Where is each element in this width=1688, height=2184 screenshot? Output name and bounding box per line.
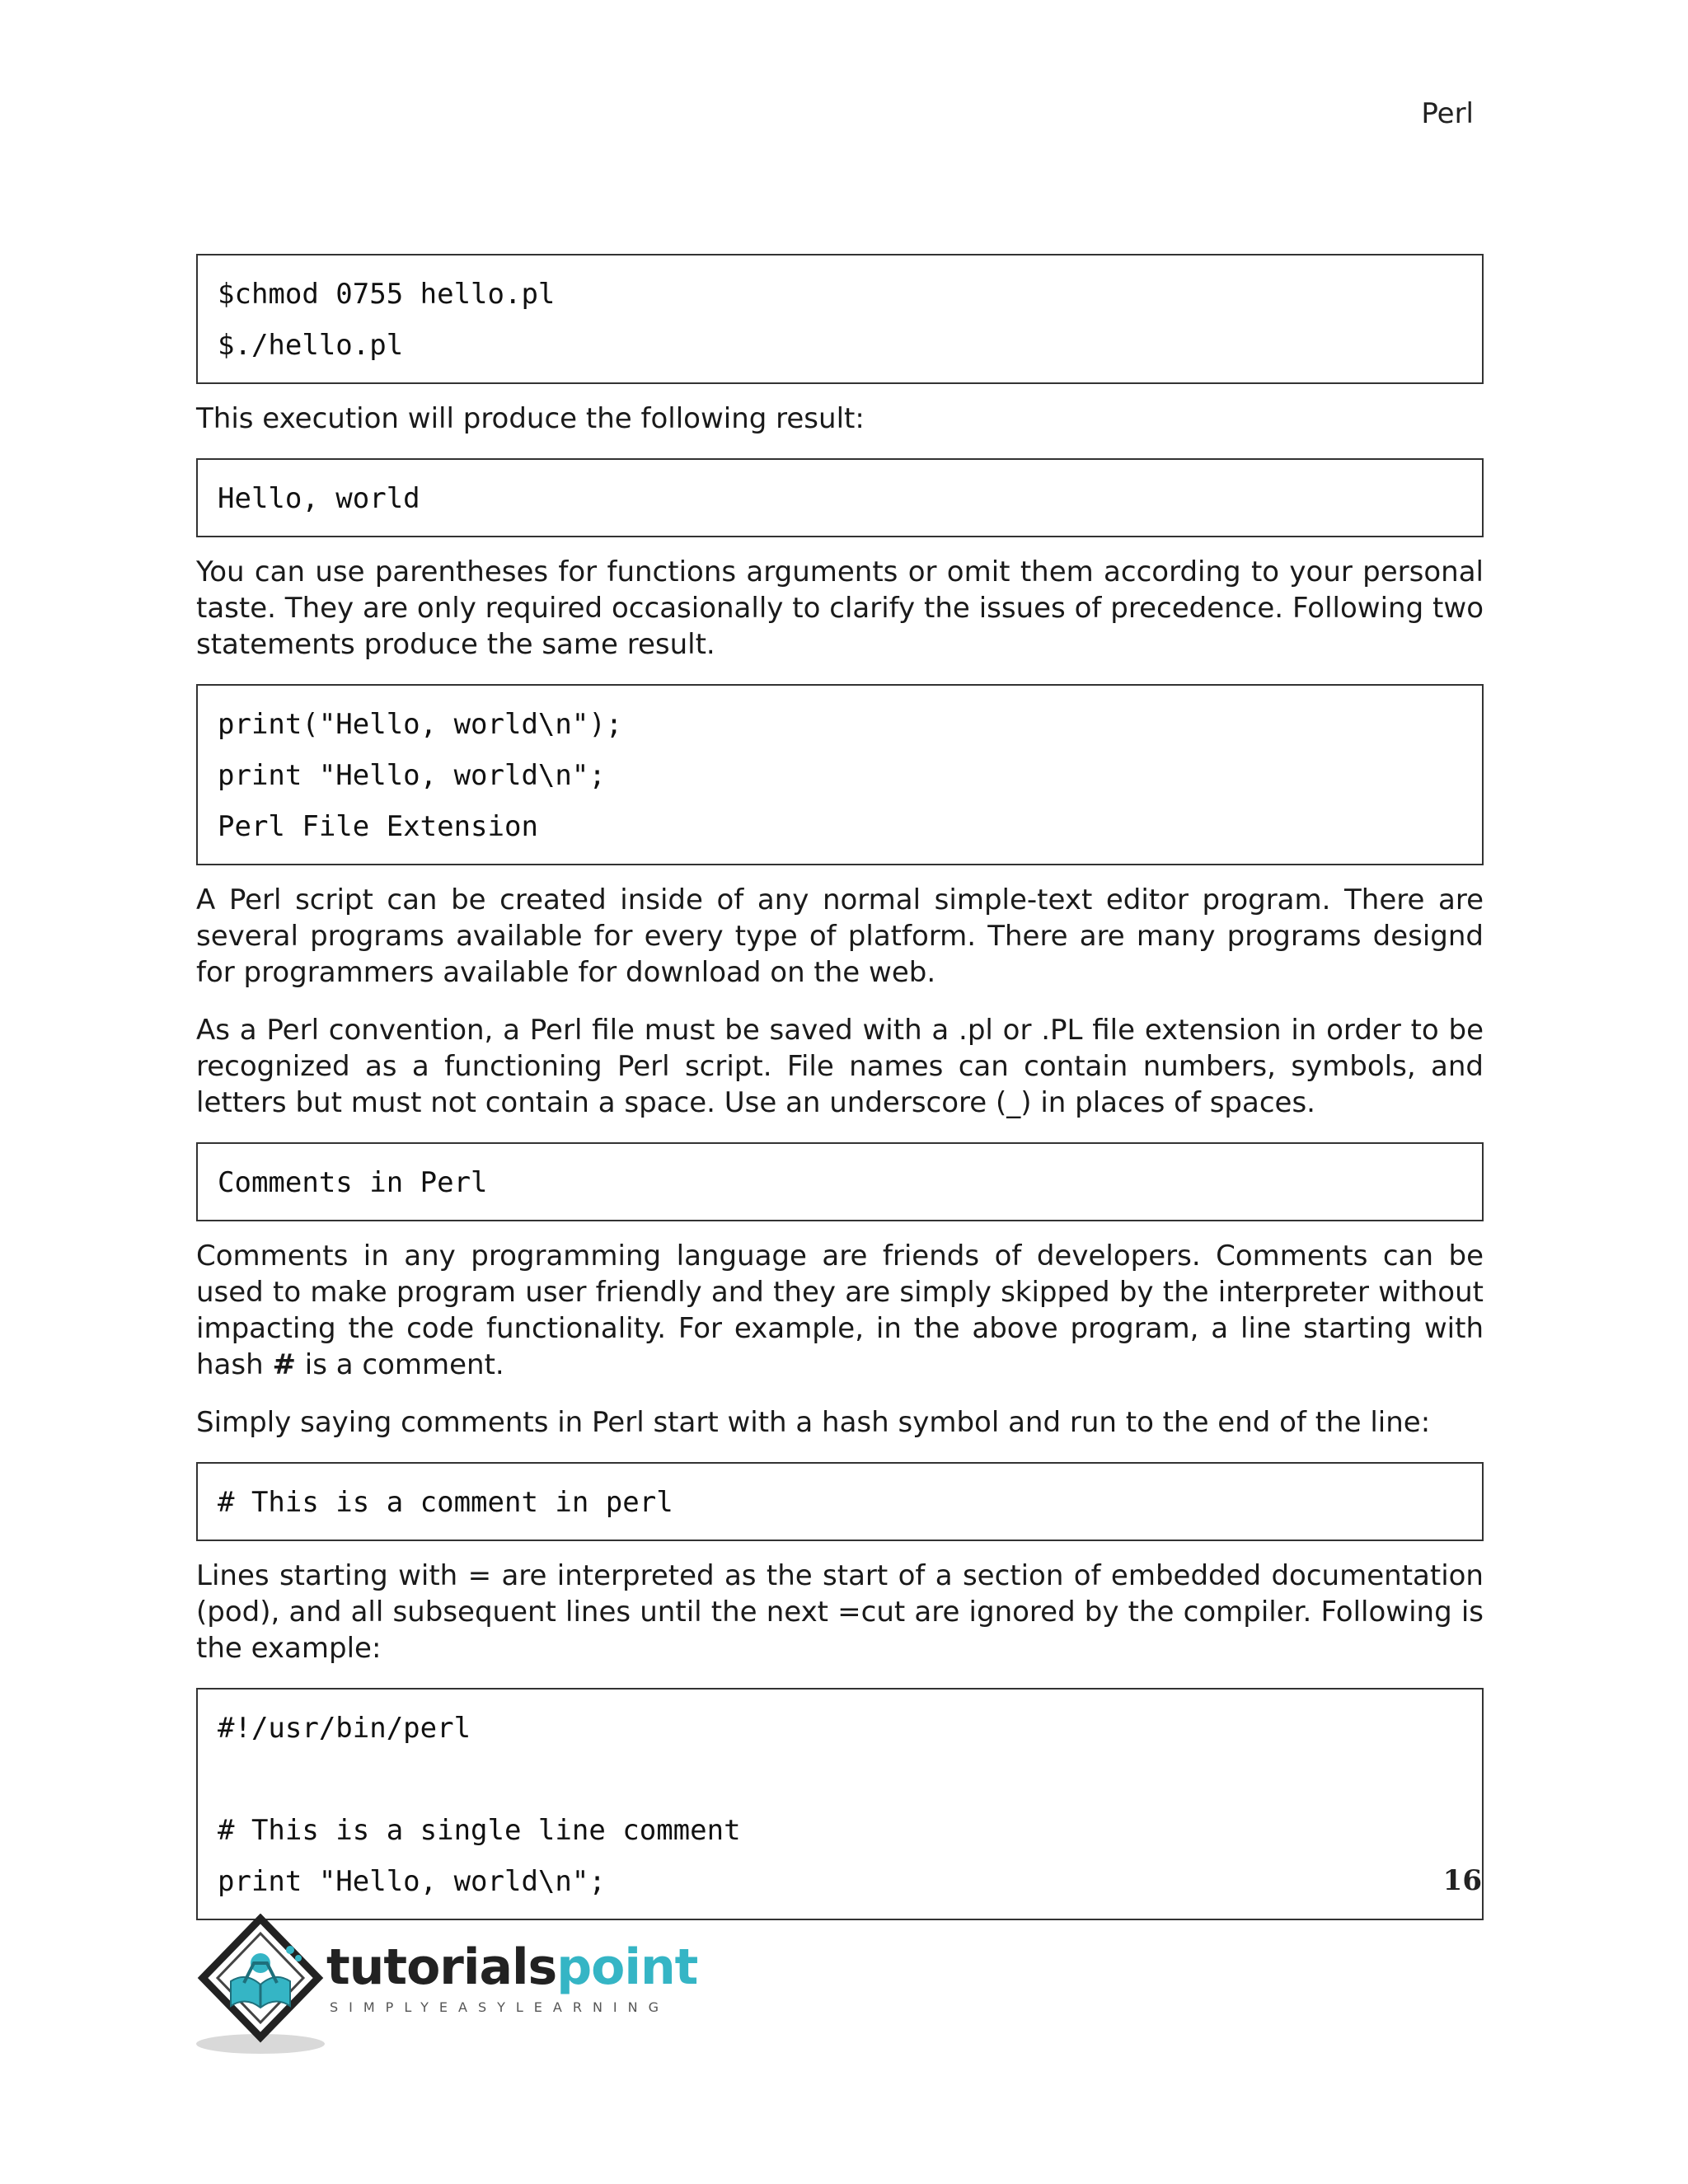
code-block-chmod xyxy=(196,254,1484,384)
code-line: #!/usr/bin/perl xyxy=(218,1712,471,1745)
page-number: 16 xyxy=(1442,1864,1482,1897)
paragraph-text: is a comment. xyxy=(295,1348,504,1381)
page-header-title: Perl xyxy=(1421,97,1474,130)
code-line: Hello, world xyxy=(218,482,420,515)
paragraph-file-extension: As a Perl convention, a Perl file must be saved with a .pl or .PL file extension in order to be recognized as a functioning Perl script. File names can contain numbers, symbols, and letters but must not contain a space. Use an underscore (_) in places of spaces. xyxy=(196,1014,1484,1119)
logo-text-tutorials: tutorials xyxy=(326,1938,557,1996)
paragraph-perl-script-editor: A Perl script can be created inside of any normal simple-text editor program. There are several programs available for every type of platform. There are many programs designd for programmers available for download on the web. xyxy=(196,883,1484,989)
code-line: print("Hello, world\n"); xyxy=(218,708,623,741)
code-line: $./hello.pl xyxy=(218,329,404,362)
page-content xyxy=(196,254,1484,1937)
paragraph-execution-result: This execution will produce the following result: xyxy=(196,402,865,435)
code-blank-line xyxy=(218,1759,1462,1810)
logo-tagline: SIMPLYEASYLEARNING xyxy=(330,1999,670,2015)
code-line: Perl File Extension xyxy=(218,810,538,843)
paragraph-text: Comments in any programming language are friends of developers. Comments can be used to make program user friendly and they are simply skipped by the interpreter without impacting the code functionality. For example, in the above program, a line starting with hash xyxy=(196,1240,1484,1381)
code-line: print "Hello, world\n"; xyxy=(218,1865,606,1898)
code-line: print "Hello, world\n"; xyxy=(218,759,606,792)
code-line: Comments in Perl xyxy=(218,1166,488,1199)
code-block-comments-heading xyxy=(196,1142,1484,1221)
logo-diamond-icon xyxy=(195,1914,335,2062)
code-block-perl-example xyxy=(196,1688,1484,1920)
logo-wordmark xyxy=(326,1938,697,1996)
paragraph-pod: Lines starting with = are interpreted as the start of a section of embedded documentation (pod), and all subsequent lines until the next =cut are ignored by the compiler. Following is the example: xyxy=(196,1559,1484,1665)
code-block-output xyxy=(196,458,1484,537)
paragraph-parentheses: You can use parentheses for functions arguments or omit them according to your personal taste. They are only required occasionally to clarify the issues of precedence. Following two statements produce the same result. xyxy=(196,555,1484,661)
hash-symbol: # xyxy=(272,1348,296,1381)
code-block-comment-example xyxy=(196,1462,1484,1541)
paragraph-hash-symbol: Simply saying comments in Perl start with a hash symbol and run to the end of the line: xyxy=(196,1406,1431,1439)
code-line: # This is a single line comment xyxy=(218,1814,741,1847)
logo-text-point: point xyxy=(556,1938,698,1996)
code-line: $chmod 0755 hello.pl xyxy=(218,278,556,311)
code-line: # This is a comment in perl xyxy=(218,1486,673,1519)
tutorialspoint-logo xyxy=(195,1914,698,2062)
paragraph-comments xyxy=(196,1238,1484,1383)
code-block-print xyxy=(196,684,1484,865)
